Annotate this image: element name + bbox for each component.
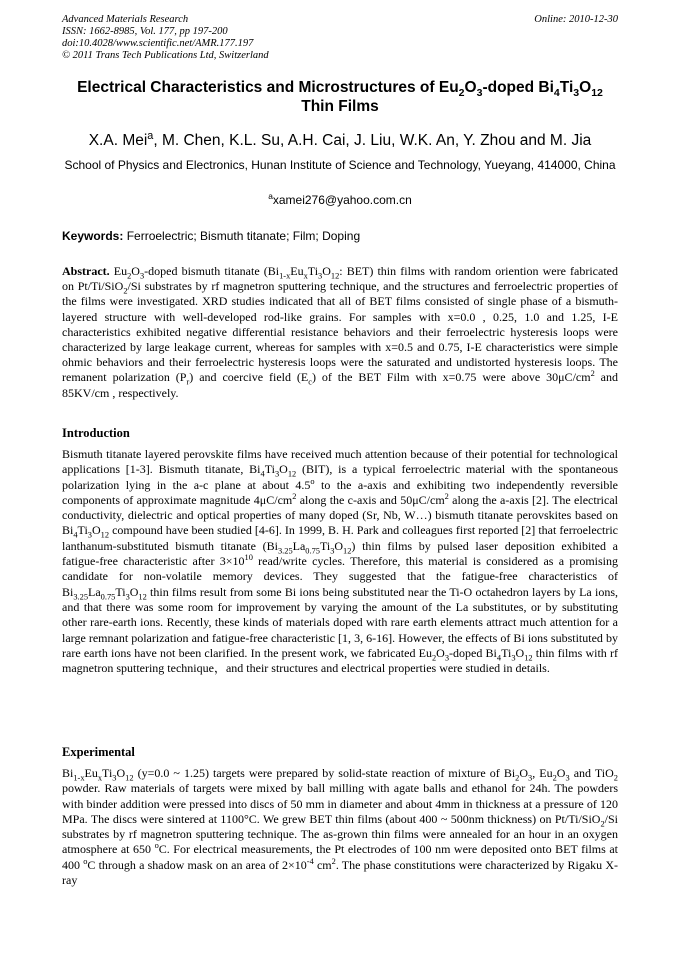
intro-text: O [91,523,101,538]
exp-sub: 12 [125,773,134,783]
author-names: , M. Chen, K.L. Su, A.H. Cai, J. Liu, W.K. An, Y. Zhou and M. Jia [153,132,592,149]
author-name: X.A. Mei [88,132,148,149]
exp-sub: 3 [565,773,570,783]
exp-text: C through a shadow mask on an area of 2×10 [87,857,307,872]
intro-sub: 0.75 [100,592,116,602]
abstract-sub: r [186,377,190,387]
keywords-label: Keywords: [62,229,124,243]
exp-text: O [116,766,126,780]
intro-sup: 2 [292,491,297,501]
exp-sub: 2 [515,773,520,783]
intro-sub: 3 [444,653,450,663]
intro-text: O [129,584,139,599]
exp-text: cm [313,857,332,872]
email-address[interactable]: xamei276@yahoo.com.cn [272,193,412,207]
abstract-text: and 85KV/cm , respectively. [62,370,618,400]
intro-sup: 2 [444,491,449,501]
exp-text: (y=0.0 ~ 1.25) targets were prepared by solid-state reaction of mixture of Bi [133,766,516,780]
intro-text: thin films result from some Bi ions being substituted near the Ti-O octahedron layers by La ions, and that there was some room for improvement by varying the amount of the La substitutes, or by substituting other rare-earth ions. Recently, these kinds of materials doped with rare earth elements attract much attention for a large remnant polarization and fatigue-free characteristic [1, 3, 6-16]. However, the effects of Bi ions substituted by rare earth ions have not been clarified. In the present work, we fabricated Eu [62,584,618,660]
intro-text: along the c-axis and 50μC/cm [296,492,445,507]
title-sub: 2 [458,87,465,100]
abstract-sub: 3 [318,271,323,281]
intro-text: Ti [501,645,512,660]
intro-text: along the a-axis [2]. The electrical conductivity, dielectric and optical properties of many doped (Sr, Nb, W…) bismuth titanate perovskites based on Bi [62,492,618,538]
keywords-text: Ferroelectric; Bismuth titanate; Film; Doping [126,229,361,243]
title-text: -doped Bi [482,79,554,96]
abstract-text: Ti [307,264,319,278]
title-sub: 12 [591,87,603,100]
intro-sub: 4 [260,469,265,479]
title-text: Electrical Characteristics and Microstructures of Eu [77,79,459,96]
abstract-sub: 3 [139,271,145,281]
title-sub: 3 [573,87,580,100]
abstract-sub: 1-x [279,271,291,281]
intro-sub: 3.25 [73,592,88,602]
title-sub: 3 [476,87,483,100]
intro-text: La [292,538,306,553]
exp-text: /Si substrates by rf magnetron sputtering technique. The as-grown thin films were annealed for an hour in an oxygen atmosphere at 650 [62,811,618,857]
intro-sub: 12 [287,469,297,479]
intro-text: to the a-axis and exhibiting two independently reversible components of approximate magnitude 4μC/cm [62,477,618,507]
intro-text: Bismuth titanate layered perovskite films have received much attention because of their potential for technological applications [1-3]. Bismuth titanate, Bi [62,447,618,477]
intro-text: -doped Bi [449,645,497,660]
intro-sub: 3 [511,653,516,663]
intro-text: La [88,584,101,599]
intro-sub: 3 [330,546,335,556]
exp-sup: 2 [331,856,336,866]
online-date: Online: 2010-12-30 [534,14,618,25]
intro-text: Ti [319,538,331,553]
exp-sub: x [97,773,103,783]
exp-sub: 3 [528,773,533,783]
exp-text: O [519,766,529,780]
experimental-paragraph [62,766,618,888]
intro-sub: 3.25 [277,546,293,556]
intro-sub: 3 [274,469,280,479]
email-affil-mark: a [268,191,273,201]
exp-sup: -4 [306,856,314,866]
intro-text: thin films with rf magnetron sputtering technique，and their structures and electrical properties were studied in details. [62,645,618,676]
intro-text: Ti [115,584,126,599]
exp-text: Ti [102,766,113,780]
exp-text: and TiO [569,766,614,780]
author-email[interactable] [62,192,618,208]
abstract-sup: 2 [590,369,595,379]
intro-text: (BIT), is a typical ferroelectric material with the spontaneous polarization lying in the a-c plane at about 4.5 [62,462,618,492]
journal-name: Advanced Materials Research [62,14,189,25]
intro-text: read/write cycles. Therefore, this material is considered as a promising candidate for non-volatile memory devices. They suggested that the fatigue-free characteristics of Bi [62,554,618,599]
intro-text: Ti [77,523,88,538]
abstract-text: Eu [113,264,128,278]
abstract-sub: c [308,377,312,387]
abstract-text: /Si substrates by rf magnetron sputtering technique, and the structures and ferroelectric properties of the films were investigated. XRD studies indicated that all of BET films consisted of single phase of a bismuth-layered structure with well-developed rod-like grains. For samples with x=0.0 , 0.25, 1.0 and 1.25, I-E characteristics exhibited negative differential resistance behaviors and their ferroelectric hysteresis loops were characterized by large leakage current, whereas for samples with x=0.5 and 0.75, I-E characteristics were simple ohmic behaviors and their ferroelectric hysteresis loops were the saturated and undistorted hysteresis loops. The remanent polarization (P [62,279,618,385]
intro-text: Ti [264,462,275,477]
abstract-text: : BET) thin films with random oriention were fabricated on Pt/Ti/SiO [62,264,618,294]
intro-sub: 3 [87,530,92,540]
abstract-sub: 12 [330,271,340,281]
intro-sub: 2 [431,653,437,663]
abstract-text: ) of the BET Film with x=0.75 were above 30μC/cm [311,370,591,385]
intro-sub: 12 [100,530,110,540]
exp-text: Bi [62,766,74,780]
intro-sub: 12 [343,546,352,556]
abstract-sub: x [303,271,308,281]
intro-sub: 12 [524,653,533,663]
author-list [62,131,618,151]
title-sub: 4 [553,87,560,100]
exp-text: O [556,766,566,780]
intro-text: O [334,538,344,553]
abstract-sub: 2 [127,271,132,281]
intro-sub: 0.75 [305,546,320,556]
exp-sub: 3 [112,773,117,783]
intro-sub: 4 [496,653,502,663]
intro-text: O [515,645,525,660]
abstract-text: O [322,264,331,278]
exp-sup: o [154,841,159,851]
author-affil-mark: a [147,129,154,142]
keywords-line [62,229,618,244]
exp-sub: 2 [552,773,557,783]
intro-text: ) thin films by pulsed laser deposition exhibited a fatigue-free characteristic after 3×10 [62,538,618,569]
abstract-label: Abstract. [62,264,110,278]
intro-sup: 10 [244,553,253,563]
abstract-text: O [131,264,140,278]
title-text: Thin Films [301,98,379,115]
introduction-paragraph [62,447,618,676]
intro-sub: 4 [73,530,78,540]
intro-sub: 12 [138,592,147,602]
copyright-line: © 2011 Trans Tech Publications Ltd, Switzerland [62,50,269,61]
exp-sub: 2 [613,773,618,783]
issn-line: ISSN: 1662-8985, Vol. 177, pp 197-200 [62,26,228,37]
exp-text: . The phase constitutions were characterized by Rigaku X-ray [62,857,618,888]
exp-text: C. For electrical measurements, the Pt electrodes of 100 nm were deposited onto BET films at 400 [62,842,618,872]
exp-sup: o [83,856,88,866]
abstract-sub: 2 [123,286,128,296]
doi-line: doi:10.4028/www.scientific.net/AMR.177.197 [62,38,254,49]
abstract-text: Eu [290,264,304,278]
intro-text: O [279,462,288,477]
introduction-heading: Introduction [62,426,130,440]
title-text: O [579,79,592,96]
intro-text: compound have been studied [4-6]. In 1999, B. H. Park and colleagues first reported [2] that ferroelectric lanthanum-substituted bismuth titanate (Bi [62,523,618,553]
exp-text: , Eu [532,766,553,780]
abstract-paragraph [62,264,618,401]
exp-sub: 1-x [73,773,85,783]
abstract-text: -doped bismuth titanate (Bi [144,264,280,278]
paper-title [62,78,618,116]
intro-sub: 3 [125,592,130,602]
journal-header [62,14,618,62]
intro-sup: o [310,476,315,486]
abstract-text: ) and coercive field (E [189,370,309,385]
affiliation: School of Physics and Electronics, Hunan Institute of Science and Technology, Yueyang, 414000, China [64,158,616,172]
title-text: O [464,79,477,96]
intro-text: O [436,645,445,660]
exp-text: powder. Raw materials of targets were mixed by ball milling with agate balls and ethanol for 24h. The powders with binder addition were pressed into discs of 50 mm in diameter and about 4mm in thickness at a pressure of 120 MPa. The discs were sintered at 1100°C. We grew BET thin films (about 400 ~ 500nm thickness) on Pt/Ti/SiO [62,781,618,826]
title-text: Ti [559,79,574,96]
exp-text: Eu [84,766,98,780]
experimental-heading: Experimental [62,745,135,759]
exp-sub: 2 [600,819,605,829]
